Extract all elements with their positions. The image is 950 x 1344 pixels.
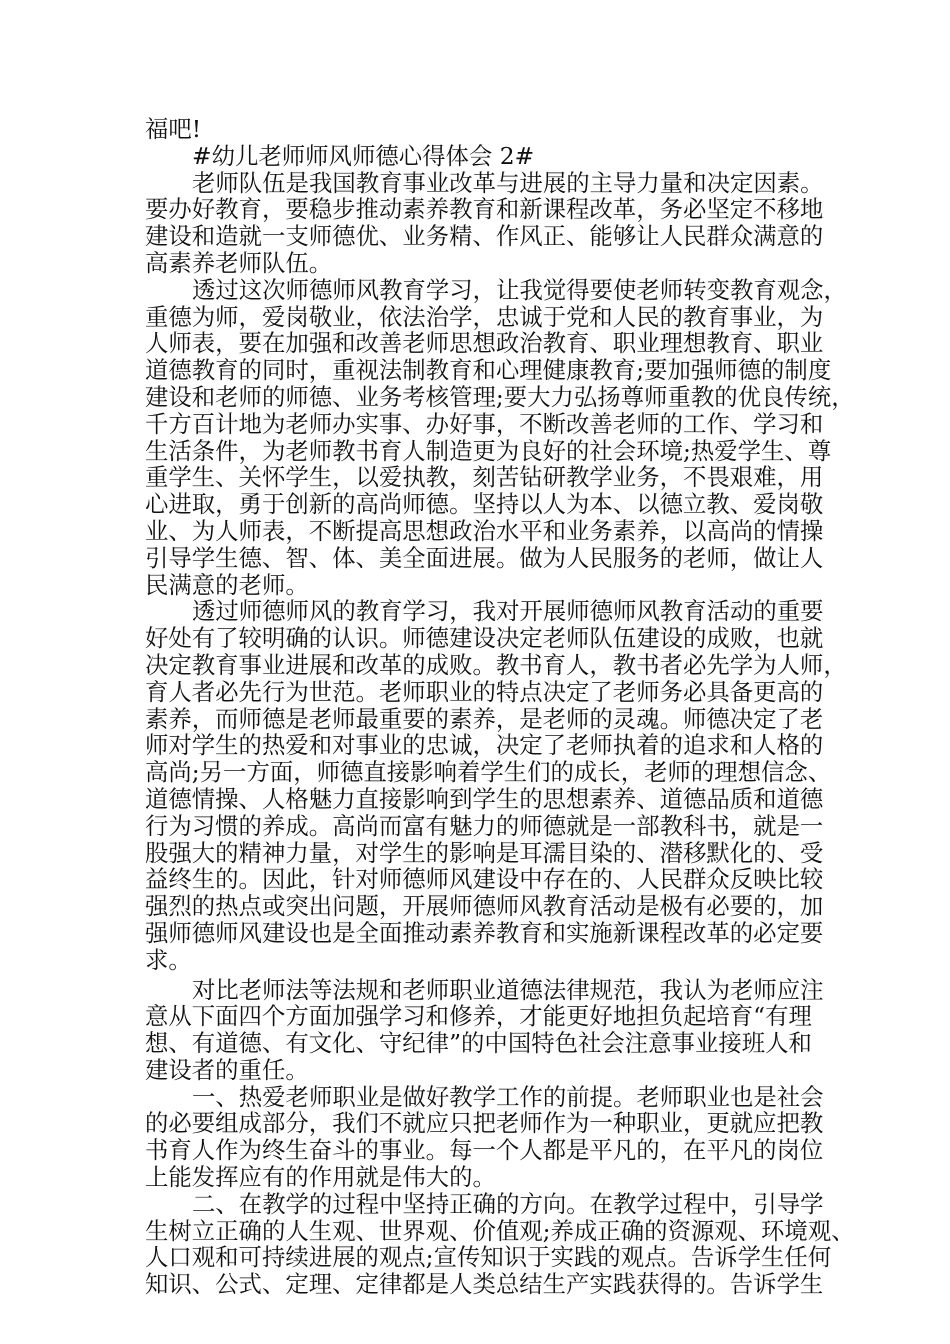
text-line: 建设者的重任。 xyxy=(145,1055,309,1084)
text-line: 益终生的。因此，针对师德师风建设中存在的、人民群众反映比较 xyxy=(145,865,824,894)
text-line: 人师表，要在加强和改善老师思想政治教育、职业理想教育、职业 xyxy=(145,329,824,358)
text-line: 重学生、关怀学生，以爱执教，刻苦钻研教学业务，不畏艰难，用 xyxy=(145,463,824,492)
text-line: 建设和造就一支师德优、业务精、作风正、能够让人民群众满意的 xyxy=(145,222,824,251)
text-line: 透过师德师风的教育学习，我对开展师德师风教育活动的重要 xyxy=(192,597,824,626)
section-heading: #幼儿老师师风师德心得体会 2# xyxy=(192,141,535,170)
text-line: 建设和老师的师德、业务考核管理;要大力弘扬尊师重教的优良传统， xyxy=(145,382,855,411)
text-line: 透过这次师德师风教育学习，让我觉得要使老师转变教育观念， xyxy=(192,275,847,304)
text-line: 求。 xyxy=(145,945,192,974)
text-line: 生活条件，为老师教书育人制造更为良好的社会环境;热爱学生、尊 xyxy=(145,436,832,465)
document-page xyxy=(145,115,855,1299)
text-line: 引导学生德、智、体、美全面进展。做为人民服务的老师，做让人 xyxy=(145,543,824,572)
text-line: 知识、公式、定理、定律都是人类总结生产实践获得的。告诉学生 xyxy=(145,1270,824,1299)
text-line: 民满意的老师。 xyxy=(145,570,309,599)
text-line: 道德教育的同时，重视法制教育和心理健康教育;要加强师德的制度 xyxy=(145,356,832,385)
text-line: 好处有了较明确的认识。师德建设决定老师队伍建设的成败，也就 xyxy=(145,624,824,653)
text-line: 师对学生的热爱和对事业的忠诚，决定了老师执着的追求和人格的 xyxy=(145,731,824,760)
text-line: 重德为师，爱岗敬业，依法治学，忠诚于党和人民的教育事业，为 xyxy=(145,302,824,331)
text-line: 要办好教育，要稳步推动素养教育和新课程改革，务必坚定不移地 xyxy=(145,195,824,224)
text-line: 股强大的精神力量，对学生的影响是耳濡目染的、潜移默化的、受 xyxy=(145,838,824,867)
text-line: 对比老师法等法规和老师职业道德法律规范，我认为老师应注 xyxy=(192,975,824,1004)
text-line: 高素养老师队伍。 xyxy=(145,248,333,277)
text-line: 道德情操、人格魅力直接影响到学生的思想素养、道德品质和道德 xyxy=(145,784,824,813)
text-line: 决定教育事业进展和改革的成败。教书育人，教书者必先学为人师， xyxy=(145,650,847,679)
text-line: 意从下面四个方面加强学习和修养，才能更好地担负起培育“有理 xyxy=(145,1002,812,1031)
text-line: 二、在教学的过程中坚持正确的方向。在教学过程中，引导学 xyxy=(192,1189,824,1218)
text-line: 人口观和可持续进展的观点;宣传知识于实践的观点。告诉学生任何 xyxy=(145,1243,832,1272)
text-line: 福吧! xyxy=(145,115,202,143)
text-line: 强烈的热点或突出问题，开展师德师风教育活动是极有必要的，加 xyxy=(145,892,824,921)
text-line: 强师德师风建设也是全面推动素养教育和实施新课程改革的必定要 xyxy=(145,918,824,947)
text-line: 高尚;另一方面，师德直接影响着学生们的成长，老师的理想信念、 xyxy=(145,758,832,787)
text-line: 的必要组成部分，我们不就应只把老师作为一种职业，更就应把教 xyxy=(145,1109,824,1138)
text-line: 生树立正确的人生观、世界观、价值观;养成正确的资源观、环境观、 xyxy=(145,1216,855,1245)
text-line: 书育人作为终生奋斗的事业。每一个人都是平凡的，在平凡的岗位 xyxy=(145,1136,824,1165)
text-line: 一、热爱老师职业是做好教学工作的前提。老师职业也是社会 xyxy=(192,1082,824,1111)
text-line: 育人者必先行为世范。老师职业的特点决定了老师务必具备更高的 xyxy=(145,677,824,706)
text-line: 千方百计地为老师办实事、办好事，不断改善老师的工作、学习和 xyxy=(145,409,824,438)
text-line: 素养，而师德是老师最重要的素养，是老师的灵魂。师德决定了老 xyxy=(145,704,824,733)
text-line: 业、为人师表，不断提高思想政治水平和业务素养，以高尚的情操 xyxy=(145,516,824,545)
text-line: 上能发挥应有的作用就是伟大的。 xyxy=(145,1163,496,1192)
text-line: 心进取，勇于创新的高尚师德。坚持以人为本、以德立教、爱岗敬 xyxy=(145,490,824,519)
text-line: 老师队伍是我国教育事业改革与进展的主导力量和决定因素。 xyxy=(192,168,824,197)
text-line: 想、有道德、有文化、守纪律”的中国特色社会注意事业接班人和 xyxy=(145,1029,812,1058)
text-line: 行为习惯的养成。高尚而富有魅力的师德就是一部教科书，就是一 xyxy=(145,811,824,840)
